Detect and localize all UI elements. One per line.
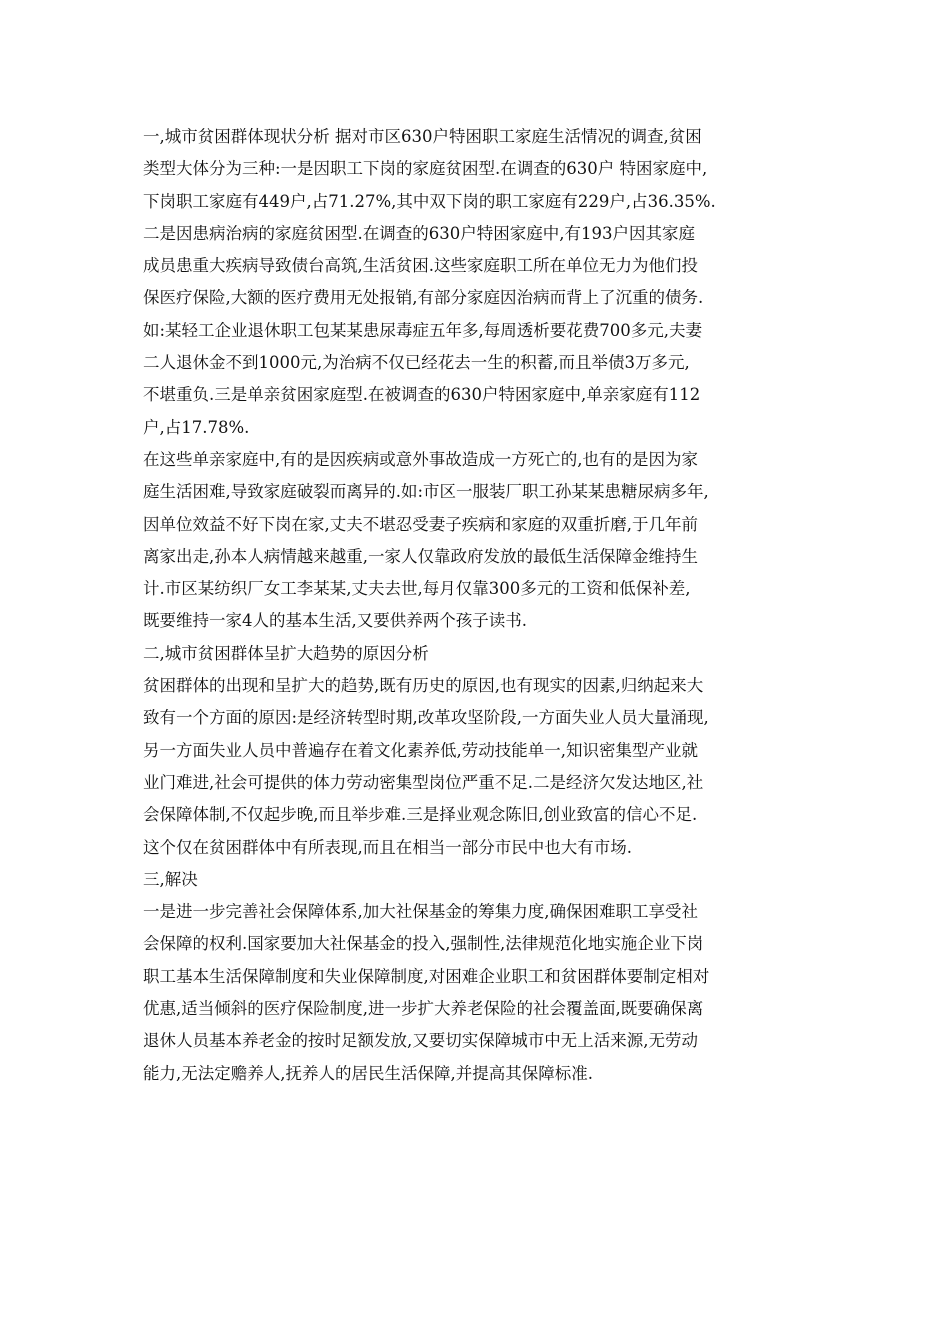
text-line: 如:某轻工企业退休职工包某某患尿毒症五年多,每周透析要花费700多元,夫妻 <box>143 320 703 340</box>
text-line: 这个仅在贫困群体中有所表现,而且在相当一部分市民中也大有市场. <box>143 837 632 857</box>
text-line: 另一方面失业人员中普遍存在着文化素养低,劳动技能单一,知识密集型产业就 <box>143 740 698 760</box>
text-line: 在这些单亲家庭中,有的是因疾病或意外事故造成一方死亡的,也有的是因为家 <box>143 449 698 469</box>
text-line: 一,城市贫困群体现状分析 据对市区630户特困职工家庭生活情况的调查,贫困 <box>143 127 702 146</box>
text-line: 优惠,适当倾斜的医疗保险制度,进一步扩大养老保险的社会覆盖面,既要确保离 <box>143 999 704 1019</box>
text-line: 离家出走,孙本人病情越来越重,一家人仅靠政府发放的最低生活保障金维持生 <box>143 546 698 566</box>
text-line: 既要维持一家4人的基本生活,又要供养两个孩子读书. <box>143 611 527 631</box>
document-body <box>143 121 818 1090</box>
text-line: 一是进一步完善社会保障体系,加大社保基金的筹集力度,确保困难职工享受社 <box>143 902 698 922</box>
text-line: 能力,无法定赡养人,抚养人的居民生活保障,并提高其保障标准. <box>143 1063 593 1083</box>
text-line: 贫困群体的出现和呈扩大的趋势,既有历史的原因,也有现实的因素,归纳起来大 <box>143 676 704 696</box>
text-line: 因单位效益不好下岗在家,丈夫不堪忍受妻子疾病和家庭的双重折磨,于几年前 <box>143 514 698 534</box>
text-line: 会保障体制,不仅起步晚,而且举步难.三是择业观念陈旧,创业致富的信心不足. <box>143 805 698 825</box>
text-line: 职工基本生活保障制度和失业保障制度,对困难企业职工和贫困群体要制定相对 <box>143 966 710 986</box>
text-line: 保医疗保险,大额的医疗费用无处报销,有部分家庭因治病而背上了沉重的债务. <box>143 288 704 308</box>
text-line: 会保障的权利.国家要加大社保基金的投入,强制性,法律规范化地实施企业下岗 <box>143 934 704 954</box>
text-line: 二人退休金不到1000元,为治病不仅已经花去一生的积蓄,而且举债3万多元, <box>143 353 690 373</box>
text-line: 二是因患病治病的家庭贫困型.在调查的630户特困家庭中,有193户因其家庭 <box>143 223 695 243</box>
text-line: 类型大体分为三种:一是因职工下岗的家庭贫困型.在调查的630户 特困家庭中, <box>143 159 708 179</box>
text-line: 成员患重大疾病导致债台高筑,生活贫困.这些家庭职工所在单位无力为他们投 <box>143 256 698 276</box>
section-heading: 二,城市贫困群体呈扩大趋势的原因分析 <box>143 643 429 663</box>
text-line: 致有一个方面的原因:是经济转型时期,改革攻坚阶段,一方面失业人员大量涌现, <box>143 708 709 728</box>
text-line: 业门难进,社会可提供的体力劳动密集型岗位严重不足.二是经济欠发达地区,社 <box>143 772 704 792</box>
text-line: 庭生活困难,导致家庭破裂而离异的.如:市区一服装厂职工孙某某患糖尿病多年, <box>143 482 709 502</box>
text-line: 下岗职工家庭有449户,占71.27%,其中双下岗的职工家庭有229户,占36.35%. <box>143 191 716 211</box>
text-line: 不堪重负.三是单亲贫困家庭型.在被调查的630户特困家庭中,单亲家庭有112 <box>143 385 701 405</box>
section-heading: 三,解决 <box>143 869 198 889</box>
text-line: 计.市区某纺织厂女工李某某,丈夫去世,每月仅靠300多元的工资和低保补差, <box>143 579 691 599</box>
text-line: 户,占17.78%. <box>143 417 250 437</box>
text-line: 退休人员基本养老金的按时足额发放,又要切实保障城市中无上活来源,无劳动 <box>143 1031 698 1051</box>
